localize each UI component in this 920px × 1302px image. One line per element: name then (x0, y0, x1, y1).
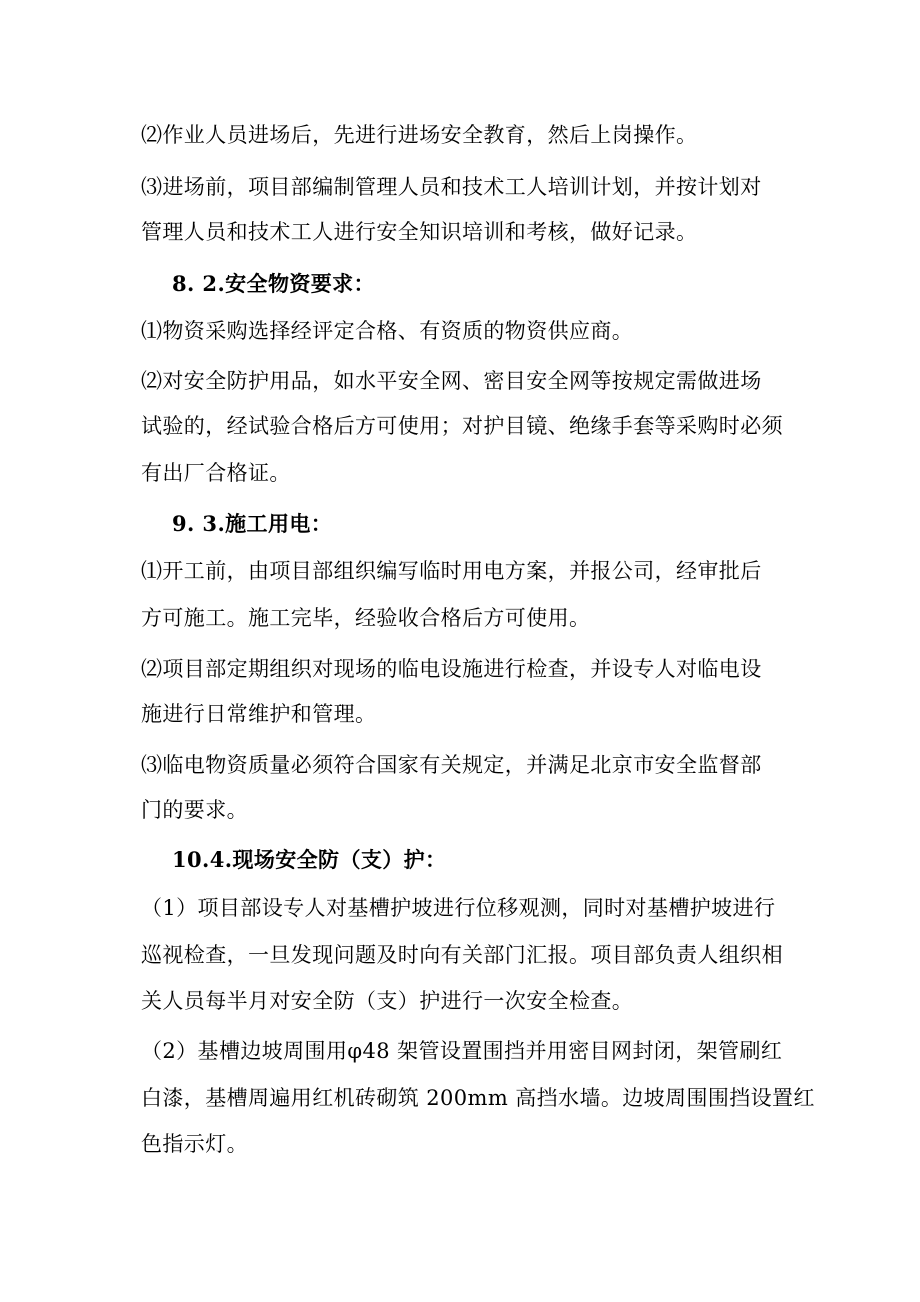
text-line: ⑴物资采购选择经评定合格、有资质的物资供应商。 (141, 319, 634, 343)
text-line: 巡视检查，一旦发现问题及时向有关部门汇报。项目部负责人组织相 (141, 943, 783, 967)
text-line: 试验的，经试验合格后方可使用；对护目镜、绝缘手套等采购时必须 (141, 414, 783, 438)
text-line: 白漆，基槽周遍用红机砖砌筑 200mm 高挡水墙。边坡周围围挡设置红 (141, 1086, 815, 1110)
text-line: 方可施工。施工完毕，经验收合格后方可使用。 (141, 606, 591, 630)
text-line: ⑶临电物资质量必须符合国家有关规定，并满足北京市安全监督部 (141, 753, 762, 777)
text-line: 有出厂合格证。 (141, 461, 291, 485)
text-line: ⑶进场前，项目部编制管理人员和技术工人培训计划，并按计划对 (141, 175, 762, 199)
text-line: （2）基槽边坡周围用φ48 架管设置围挡并用密目网封闭，架管刷红 (141, 1039, 783, 1063)
section-heading: 9. 3.施工用电： (172, 511, 333, 536)
text-line: ⑵作业人员进场后，先进行进场安全教育，然后上岗操作。 (141, 123, 698, 147)
text-line: 关人员每半月对安全防（支）护进行一次安全检查。 (141, 989, 634, 1013)
text-line: 色指示灯。 (141, 1132, 248, 1156)
text-line: 管理人员和技术工人进行安全知识培训和考核，做好记录。 (141, 220, 698, 244)
text-line: 门的要求。 (141, 798, 248, 822)
text-line: ⑵项目部定期组织对现场的临电设施进行检查，并设专人对临电设 (141, 657, 762, 681)
text-line: 施进行日常维护和管理。 (141, 702, 377, 726)
section-heading: 8. 2.安全物资要求： (172, 271, 375, 296)
text-line: ⑴开工前，由项目部组织编写临时用电方案，并报公司，经审批后 (141, 559, 762, 583)
text-line: ⑵对安全防护用品，如水平安全网、密目安全网等按规定需做进场 (141, 369, 762, 393)
section-heading: 10.4.现场安全防（支）护： (172, 847, 447, 872)
text-line: （1）项目部设专人对基槽护坡进行位移观测，同时对基槽护坡进行 (141, 896, 776, 920)
